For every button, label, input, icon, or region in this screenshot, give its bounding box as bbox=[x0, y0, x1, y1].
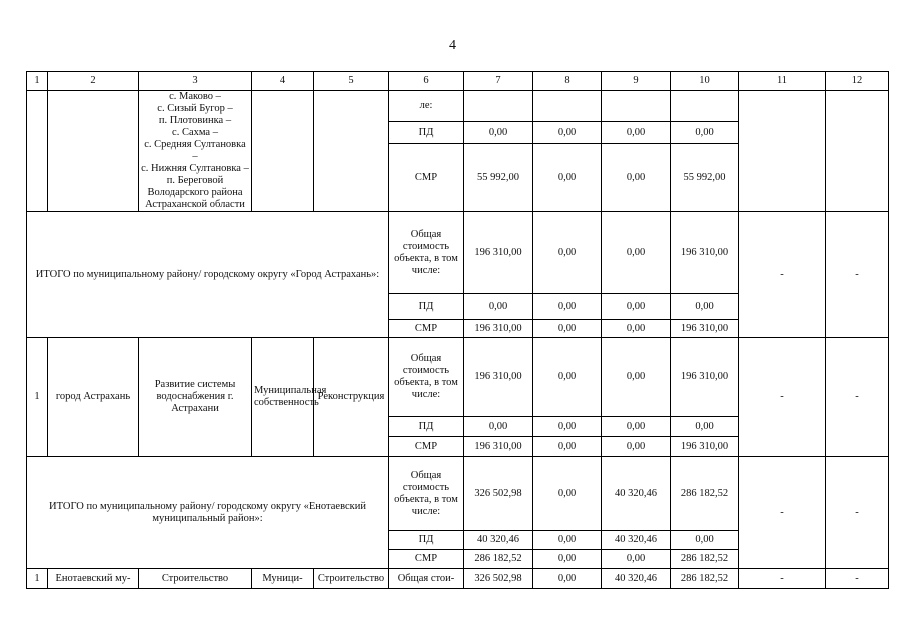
value-cell: - bbox=[739, 457, 826, 569]
column-header-row bbox=[27, 72, 889, 91]
total-label: ИТОГО по муниципальному району/ городскому округу «Город Астрахань»: bbox=[27, 212, 389, 338]
value-cell: 0,00 bbox=[602, 122, 671, 144]
value-cell: 0,00 bbox=[464, 417, 533, 437]
col-header: 6 bbox=[389, 72, 464, 91]
location-line: с. Средняя Султановка – bbox=[144, 139, 246, 162]
col-header: 7 bbox=[464, 72, 533, 91]
value-cell: 0,00 bbox=[533, 122, 602, 144]
cost-label: СМР bbox=[389, 550, 464, 569]
value-cell: 326 502,98 bbox=[464, 569, 533, 589]
value-cell: - bbox=[739, 338, 826, 457]
value-cell: 0,00 bbox=[533, 569, 602, 589]
value-cell: 196 310,00 bbox=[464, 437, 533, 457]
cost-label: Общая стоимость объекта, в том числе: bbox=[389, 457, 464, 531]
value-cell: 0,00 bbox=[533, 320, 602, 338]
page-number: 4 bbox=[449, 38, 456, 53]
col-header: 10 bbox=[671, 72, 739, 91]
value-cell: 286 182,52 bbox=[464, 550, 533, 569]
value-cell: - bbox=[826, 569, 889, 589]
col-header: 5 bbox=[314, 72, 389, 91]
value-cell: 40 320,46 bbox=[464, 531, 533, 550]
col-header: 4 bbox=[252, 72, 314, 91]
cost-label: ПД bbox=[389, 122, 464, 144]
col-header: 9 bbox=[602, 72, 671, 91]
value-cell: 0,00 bbox=[464, 122, 533, 144]
object-place: город Астрахань bbox=[48, 338, 139, 457]
value-cell: 0,00 bbox=[602, 417, 671, 437]
cost-label: Общая стоимость объекта, в том числе: bbox=[389, 338, 464, 417]
value-cell: 0,00 bbox=[671, 294, 739, 320]
value-cell: 0,00 bbox=[602, 212, 671, 294]
col-header: 11 bbox=[739, 72, 826, 91]
location-line: с. Нижняя Султановка – bbox=[141, 163, 249, 174]
object-ownership: Муниципальная собственность bbox=[252, 338, 314, 457]
value-cell: 0,00 bbox=[533, 550, 602, 569]
object-name: Развитие системы водоснабжения г. Астрахани bbox=[139, 338, 252, 457]
col-header: 3 bbox=[139, 72, 252, 91]
value-cell: 196 310,00 bbox=[671, 338, 739, 417]
object-row bbox=[27, 569, 889, 589]
value-cell: 196 310,00 bbox=[464, 320, 533, 338]
investment-table bbox=[26, 71, 889, 589]
value-cell: 0,00 bbox=[533, 212, 602, 294]
cost-label: Общая стои- bbox=[389, 569, 464, 589]
cost-label: Общая стоимость объекта, в том числе: bbox=[389, 212, 464, 294]
value-cell: 0,00 bbox=[533, 294, 602, 320]
object-work-type: Строительство bbox=[314, 569, 389, 589]
total-label: ИТОГО по муниципальному району/ городскому округу «Енотаевский муниципальный район»: bbox=[27, 457, 389, 569]
object-place: Енотаевский му- bbox=[48, 569, 139, 589]
value-cell: 196 310,00 bbox=[464, 212, 533, 294]
cost-label: ле: bbox=[389, 91, 464, 122]
cost-label: ПД bbox=[389, 417, 464, 437]
value-cell: - bbox=[739, 212, 826, 338]
col-header: 12 bbox=[826, 72, 889, 91]
row-number: 1 bbox=[27, 338, 48, 457]
value-cell: 0,00 bbox=[464, 294, 533, 320]
value-cell: 40 320,46 bbox=[602, 569, 671, 589]
location-line: с. Сахма – bbox=[172, 127, 218, 138]
value-cell: 55 992,00 bbox=[464, 144, 533, 212]
cost-label: ПД bbox=[389, 531, 464, 550]
value-cell: 0,00 bbox=[602, 338, 671, 417]
location-line: с. Маково – bbox=[169, 91, 221, 102]
value-cell: 196 310,00 bbox=[671, 212, 739, 294]
object-name: Строительство bbox=[139, 569, 252, 589]
value-cell: 0,00 bbox=[533, 417, 602, 437]
location-line: п. Плотовинка – bbox=[158, 115, 232, 126]
cost-label: ПД bbox=[389, 294, 464, 320]
value-cell: - bbox=[826, 212, 889, 338]
value-cell: 40 320,46 bbox=[602, 457, 671, 531]
location-line: п. Береговой bbox=[166, 175, 224, 186]
value-cell: 286 182,52 bbox=[671, 457, 739, 531]
object-row bbox=[27, 338, 889, 417]
object-ownership: Муници- bbox=[252, 569, 314, 589]
table-row bbox=[27, 91, 889, 122]
value-cell: 196 310,00 bbox=[464, 338, 533, 417]
col-header: 8 bbox=[533, 72, 602, 91]
value-cell: - bbox=[739, 569, 826, 589]
value-cell: - bbox=[826, 338, 889, 457]
value-cell: 0,00 bbox=[602, 437, 671, 457]
value-cell: 0,00 bbox=[533, 457, 602, 531]
value-cell: 0,00 bbox=[602, 550, 671, 569]
row-number: 1 bbox=[27, 569, 48, 589]
cost-label: СМР bbox=[389, 144, 464, 212]
value-cell: 40 320,46 bbox=[602, 531, 671, 550]
value-cell: 0,00 bbox=[533, 437, 602, 457]
value-cell: 196 310,00 bbox=[671, 320, 739, 338]
value-cell: 0,00 bbox=[533, 531, 602, 550]
value-cell: 0,00 bbox=[533, 144, 602, 212]
location-line: Астраханской области bbox=[145, 199, 245, 210]
value-cell: 0,00 bbox=[533, 338, 602, 417]
cost-label: СМР bbox=[389, 320, 464, 338]
value-cell: 0,00 bbox=[671, 417, 739, 437]
object-work-type: Реконструкция bbox=[314, 338, 389, 457]
location-line: Володарского района bbox=[147, 187, 243, 198]
value-cell: 286 182,52 bbox=[671, 569, 739, 589]
value-cell: 0,00 bbox=[602, 320, 671, 338]
col-header: 1 bbox=[27, 72, 48, 91]
total-row bbox=[27, 212, 889, 294]
location-line: с. Сизый Бугор – bbox=[157, 103, 233, 114]
value-cell: - bbox=[826, 457, 889, 569]
value-cell: 0,00 bbox=[602, 144, 671, 212]
location-list bbox=[139, 91, 252, 212]
col-header: 2 bbox=[48, 72, 139, 91]
value-cell: 55 992,00 bbox=[671, 144, 739, 212]
value-cell: 326 502,98 bbox=[464, 457, 533, 531]
value-cell: 196 310,00 bbox=[671, 437, 739, 457]
value-cell: 0,00 bbox=[671, 122, 739, 144]
cost-label: СМР bbox=[389, 437, 464, 457]
total-row bbox=[27, 457, 889, 531]
value-cell: 0,00 bbox=[671, 531, 739, 550]
value-cell: 0,00 bbox=[602, 294, 671, 320]
value-cell: 286 182,52 bbox=[671, 550, 739, 569]
